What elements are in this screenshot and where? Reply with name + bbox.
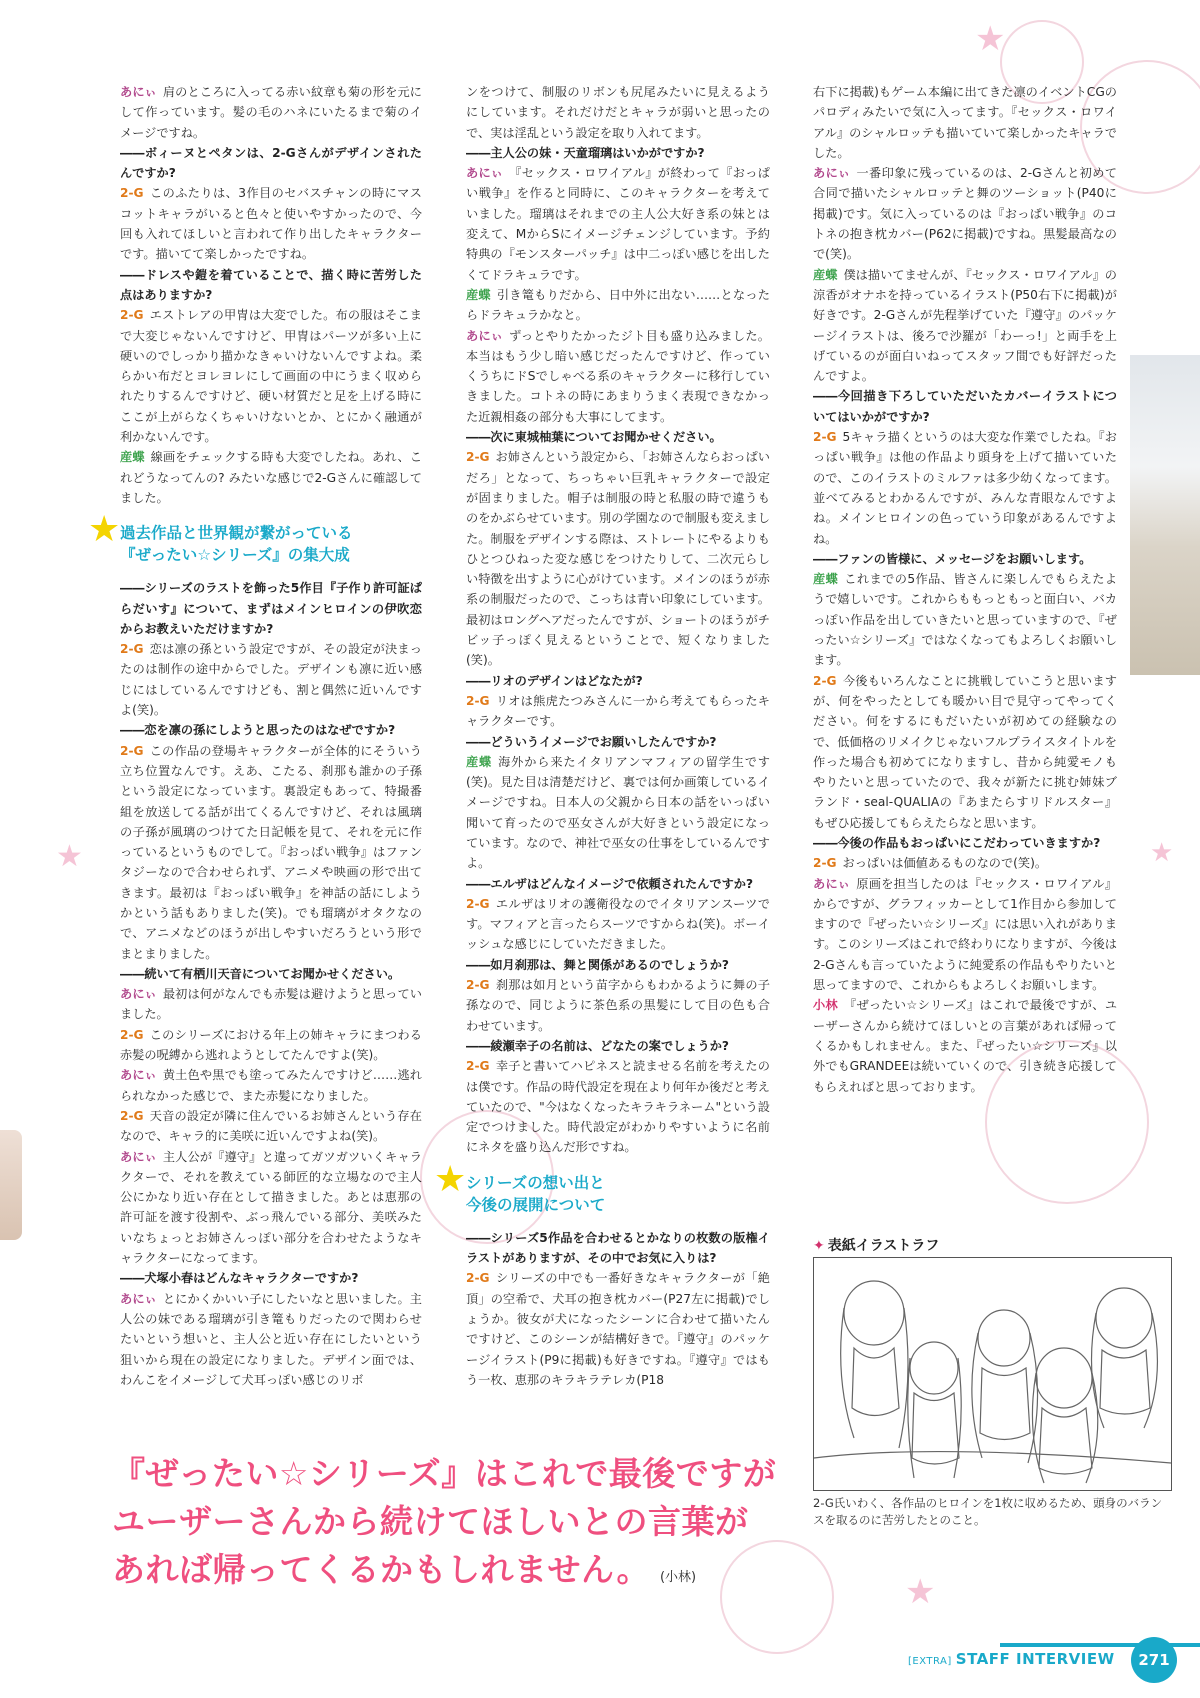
answer-text: 肩のところに入ってる赤い紋章も菊の形を元にして作っています。髪の毛のハネにいたるまで菊のイメージですね。 — [120, 85, 422, 140]
answer-text: このふたりは、3作目のセバスチャンの時にマスコットキャラがいると色々と使いやすかったので、今回も入れてほしいと言われて作り出したキャラクターです。描いてて楽しかったですね。 — [120, 186, 422, 262]
section-heading-line: 今後の展開について — [466, 1195, 606, 1214]
answer-text: これまでの5作品、皆さんに楽しんでもらえたようで嬉しいです。これからももっともっと面白い、バカっぽい作品を出していきたいと思っていますので、『ぜったい☆シリーズ』ではなくなってもよろしくお願いします。 — [813, 572, 1118, 668]
speaker-name: 2-G — [120, 743, 144, 758]
answer-text: とにかくかいい子にしたいなと思いました。主人公の妹である瑠璃が引き篭もりだったので関わらせたいという想いと、主人公と近い存在にしたいという狙いから現在の設定になりました。デザイン面では、わんこをイメージして犬耳っぽい感じのリボ — [120, 1291, 422, 1387]
speaker-name: 2-G — [813, 430, 837, 445]
speaker-name: 小林 — [813, 998, 839, 1013]
speaker-name: あにぃ — [120, 1291, 157, 1306]
interview-question: ――ボィーヌとペタンは、2-Gさんがデザインされたんですか? — [120, 145, 422, 181]
answer-text: 『セックス・ロワイアル』が終わって『おっぱい戦争』を作ると同時に、このキャラクターを考えていました。瑠璃はそれまでの主人公大好き系の妹とは変えて、MからSにイメージチェンジしています。予約特典の『モンスターパッチ』は中二っぽい感じを出したくてドラキュラです。 — [466, 166, 770, 282]
article-column-2 — [434, 82, 770, 1390]
speaker-name: あにぃ — [813, 876, 851, 891]
speaker-name: 産蝶 — [813, 267, 838, 282]
answer-text: エルザはリオの護衛役なのでイタリアンスーツです。マフィアと言ったらスーツですからね(笑)。ボーイッシュな感じにしていただきました。 — [466, 896, 770, 952]
answer-text: 幸子と書いてハピネスと読ませる名前を考えたのは僕です。作品の時代設定を現在より何年か後だと考えていたので、"今はなくなったキラキラネーム"という設定でつけました。時代設定がわかりやすいように名前にネタを盛り込んだ形ですね。 — [466, 1059, 770, 1155]
interview-answer — [813, 265, 1117, 387]
speaker-name: あにぃ — [120, 1149, 157, 1164]
speaker-name: 2-G — [466, 450, 490, 465]
section-heading-line: 『ぜったい☆シリーズ』の集大成 — [120, 546, 350, 565]
illustration-title: ✦ 表紙イラストラフ — [813, 1238, 940, 1254]
answer-text: 引き篭もりだから、日中外に出ない……となったらドラキュラかなと。 — [466, 287, 770, 323]
interview-answer — [813, 569, 1117, 670]
interview-question: ――エルザはどんなイメージで依頼されたんですか? — [466, 876, 754, 891]
interview-answer — [120, 82, 422, 143]
answer-text: 主人公が『遵守』と違ってガツガツいくキャラクターで、それを教えている師匠的な立場なので主人公にかなり近い存在として描きました。あとは恵那の許可証を渡す役割や、ぶっ飛んでいる部分、美咲みたいなちょっとお姉さんっぽい部分を合わせたようなキャラクターになってます。 — [120, 1149, 422, 1266]
interview-question: ――今後の作品もおっぱいにこだわっていきますか? — [813, 835, 1101, 850]
speaker-name: 2-G — [120, 1027, 144, 1042]
answer-text: 線画をチェックする時も大変でしたね。あれ、これどうなってんの? みたいな感じで2-Gさんに確認してました。 — [120, 450, 423, 505]
speaker-name: 2-G — [466, 896, 490, 911]
answer-text: シリーズの中でも一番好きなキャラクターが「絶頂」の空希で、犬耳の抱き枕カバー(P27左に掲載)でしょうか。彼女が犬になったシーンに合わせて描いたんですけど、このシーンが結構好きで。『遵守』のパッケージイラスト(P9に掲載)も好きですね。『遵守』ではもう一枚、恵那のキラキラテレカ(P18 — [466, 1271, 770, 1387]
answer-text: お姉さんという設定から、「お姉さんならおっぱいだろ」となって、ちっちゃい巨乳キャラクターで設定が固まりました。帽子は制服の時と私服の時で違うものをかぶらせています。別の学園なので制服も変えました。制服をデザインする際は、ストレートにやるよりもひとつひねった変な感じをつけたりして、二次元らしい特徴を出すように心がけています。メインのほうが赤系の制服だったので、こっちは青い印象にしています。最初はロングヘアだったんですが、ショートのほうがチビッ子っぽく見えるということで、短くなりました(笑)。 — [466, 450, 770, 668]
speaker-name: 産蝶 — [466, 754, 493, 769]
pull-quote — [112, 1450, 812, 1602]
interview-answer — [813, 853, 1117, 873]
speaker-name: 産蝶 — [120, 450, 145, 465]
interview-answer — [120, 1025, 422, 1066]
speaker-name: あにぃ — [120, 987, 157, 1002]
pull-quote-line: 『ぜったい☆シリーズ』はこれで最後ですが — [112, 1454, 777, 1493]
speaker-name: 産蝶 — [466, 287, 491, 302]
background-photo — [1130, 355, 1200, 675]
interview-answer — [466, 1056, 770, 1157]
answer-text: 僕は描いてませんが、『セックス・ロワイアル』の涼香がオナホを持っているイラスト(P50右下に掲載)が好きです。2-Gさんが先程挙げていた『遵守』のパッケージイラストは、後ろで沙羅が「わーっ!」と両手を上げているのが面白いねってスタッフ間でも好評だったんですよ。 — [813, 267, 1117, 384]
speaker-name: あにぃ — [813, 166, 851, 181]
interview-answer — [120, 984, 422, 1025]
interview-answer — [120, 447, 422, 508]
answer-text: ンをつけて、制服のリボンも尻尾みたいに見えるようにしています。それだけだとキャラが弱いと思ったので、実は淫乱という設定を取り入れてます。 — [466, 85, 770, 140]
interview-question: ――恋を凛の孫にしようと思ったのはなぜですか? — [120, 723, 396, 738]
answer-text: おっぱいは価値あるものなので(笑)。 — [842, 856, 1048, 871]
interview-answer — [120, 1289, 422, 1390]
speaker-name: 2-G — [120, 642, 144, 657]
interview-question: ――リオのデザインはどなたが? — [466, 673, 643, 688]
background-photo — [0, 1130, 22, 1240]
speaker-name: あにぃ — [120, 1068, 157, 1083]
pull-quote-credit: (小林) — [659, 1570, 697, 1585]
answer-text: 黄土色や黒でも塗ってみたんですけど……逃れられなかった感じで、また赤髪になりました。 — [120, 1068, 422, 1103]
interview-answer — [813, 427, 1117, 549]
page-number: 271 — [1131, 1637, 1177, 1683]
interview-answer — [466, 285, 770, 326]
interview-question: ――次に東城柚葉についてお聞かせください。 — [466, 430, 722, 445]
interview-answer — [466, 163, 770, 285]
speaker-name: 2-G — [813, 673, 837, 688]
interview-answer — [120, 639, 422, 720]
interview-answer — [466, 447, 770, 670]
interview-question: ――シリーズのラストを飾った5作目『子作り許可証ぱらだいす』について、まずはメインヒロインの伊吹恋からお教えいただけますか? — [120, 581, 422, 636]
interview-answer — [120, 1065, 422, 1106]
answer-text: 右下に掲載)もゲーム本編に出てきた凛のイベントCGのパロディみたいで気に入ってます。『セックス・ロワイアル』のシャルロッテも描いていて楽しかったキャラでした。 — [813, 85, 1117, 160]
speaker-name: 産蝶 — [813, 572, 839, 587]
interview-answer — [120, 1106, 422, 1147]
interview-answer — [813, 671, 1117, 833]
speaker-name: 2-G — [466, 1271, 490, 1286]
heading-star-icon: ★ — [88, 509, 121, 551]
interview-answer — [466, 326, 770, 427]
interview-question: ――犬塚小春はどんなキャラクターですか? — [120, 1271, 359, 1286]
speaker-name: あにぃ — [466, 166, 504, 181]
answer-text: 最初は何がなんでも赤髪は避けようと思っていました。 — [120, 987, 422, 1022]
illustration-caption: 2-G氏いわく、各作品のヒロインを1枚に収めるため、頭身のバランスを取るのに苦労したとのこと。 — [813, 1496, 1163, 1527]
interview-question: ――如月刹那は、舞と関係があるのでしょうか? — [466, 957, 730, 972]
rough-sketch-icon — [814, 1258, 1171, 1490]
answer-text: ずっとやりたかったジト目も盛り込みました。本当はもう少し暗い感じだったんですけど、作っていくうちにドSでしゃべる系のキャラクターに移行していきました。コトネの時にあまりうまく表現できなかった近親相姦の部分も大事にしてます。 — [466, 328, 770, 424]
answer-text: 恋は凛の孫という設定ですが、その設定が決まったのは制作の途中からでした。デザインも凛に近い感じにはしているんですけども、割と偶然に近いんですよ(笑)。 — [120, 642, 422, 718]
interview-answer — [120, 1147, 422, 1269]
interview-answer — [813, 874, 1117, 996]
pull-quote-line: ユーザーさんから続けてほしいとの言葉が — [112, 1502, 749, 1541]
answer-text: 『ぜったい☆シリーズ』はこれで最後ですが、ユーザーさんから続けてほしいとの言葉があれば帰ってくるかもしれません。また、『ぜったい☆シリーズ』以外でもGRANDEEは続いていくので、引き続き応援してもらえればと思っております。 — [813, 998, 1118, 1094]
interview-answer — [466, 752, 770, 874]
interview-answer — [466, 975, 770, 1036]
article-column-1 — [88, 82, 423, 1390]
answer-text: 今後もいろんなことに挑戦していこうと思いますが、何をやったとしても暖かい目で見守ってやってください。何をするにもだいたいが初めての経験なので、低価格のリメイクじゃないフルプライスタイトルを作った場合も初めてになりますし、昔から純愛モノもやりたいと思っていたので、我々が新たに挑む姉妹ブランド・seal-QUALIAの『あまたらすリドルスター』もぜひ応援してもらえたらなと思います。 — [813, 673, 1117, 830]
speaker-name: 2-G — [120, 1108, 144, 1123]
interview-answer — [466, 691, 770, 732]
interview-answer — [466, 82, 770, 143]
interview-question: ――続いて有栖川天音についてお聞かせください。 — [120, 966, 401, 981]
answer-text: 5キャラ描くというのは大変な作業でしたね。『おっぱい戦争』は他の作品より頭身を上げて描いていたので、このイラストのミルファは多少幼くなってます。並べてみるとわかるんですが、みんな青眼なんですよね。メインヒロインの色っていう印象があるんですよね。 — [813, 430, 1117, 546]
decor-star-icon: ★ — [56, 839, 83, 874]
interview-answer — [466, 894, 770, 955]
section-heading-line: 過去作品と世界観が繋がっている — [120, 524, 353, 543]
heading-star-icon: ★ — [434, 1158, 467, 1200]
cover-rough-illustration — [813, 1257, 1172, 1491]
answer-text: リオは熊虎たつみさんに一から考えてもらったキャラクターです。 — [466, 693, 770, 729]
answer-text: エストレアの甲冑は大変でした。布の服はそこまで大変じゃないんですけど、甲冑はパーツが多い上に硬いのでしっかり描かなきゃいけないんですよね。柔らかい布だとヨレヨレにして画面の中にうまく収められたりするんですけど、硬い材質だと足を上げる時にここが上がらなくちゃいけないとか、とにかく融通が利かないんです。 — [120, 308, 422, 445]
interview-question: ――主人公の妹・天童瑠璃はいかがですか? — [466, 145, 705, 160]
interview-question: ――今回描き下ろしていただいたカバーイラストについてはいかがですか? — [813, 389, 1117, 424]
speaker-name: 2-G — [120, 308, 144, 323]
answer-text: この作品の登場キャラクターが全体的にそういう立ち位置なんです。えあ、こたる、刹那も誰かの子孫という設定になっています。裏設定もあって、特撮番組を放送してる話が出てくるんですけど、それは風璃の子孫が風璃のつけてた日記帳を見て、それを元に作っているというものでして。『おっぱい戦争』はファンタジーなので合わせられず、アニメや映画の形で出てきます。最初は『おっぱい戦争』を神話の話にしようかという話もありました(笑)。でも瑠璃がオタクなので、アニメなどのほうが出しやすいだろうという形でまとまりました。 — [120, 743, 422, 961]
interview-question: ――ドレスや鎧を着ていることで、描く時に苦労した点はありますか? — [120, 267, 422, 302]
answer-text: 天音の設定が隣に住んでいるお姉さんという存在なので、キャラ的に美咲に近いんですよね(笑)。 — [120, 1108, 422, 1144]
speaker-name: 2-G — [466, 978, 490, 993]
article-column-3 — [813, 82, 1117, 1097]
interview-answer — [120, 183, 422, 264]
section-heading-line: シリーズの想い出と — [466, 1173, 605, 1192]
speaker-name: あにぃ — [120, 85, 157, 99]
interview-question: ――シリーズ5作品を合わせるとかなりの枚数の版権イラストがありますが、その中でお気に入りは? — [466, 1230, 770, 1266]
interview-answer — [813, 82, 1117, 163]
section-heading — [434, 1158, 770, 1216]
interview-answer — [813, 995, 1117, 1096]
decor-star-icon: ★ — [975, 19, 1006, 59]
interview-answer — [120, 305, 422, 447]
pull-quote-line: あれば帰ってくるかもしれません。 (小林) — [112, 1550, 697, 1589]
speaker-name: 2-G — [466, 1059, 490, 1074]
interview-question: ――綾瀬幸子の名前は、どなたの案でしょうか? — [466, 1038, 730, 1053]
answer-text: 一番印象に残っているのは、2-Gさんと初めて合同で描いたシャルロッテと舞のツーショット(P40に掲載)です。気に入っているのは『おっぱい戦争』のコトネの抱き枕カバー(P62に掲載)ですね。黒髪最高なので(笑)。 — [813, 166, 1117, 262]
interview-question: ――どういうイメージでお願いしたんですか? — [466, 734, 717, 749]
answer-text: 刹那は如月という苗字からもわかるように舞の子孫なので、同じように茶色系の黒髪にして目の色も合わせています。 — [466, 978, 770, 1033]
decor-star-icon: ★ — [905, 1572, 936, 1612]
speaker-name: 2-G — [466, 693, 490, 708]
answer-text: 海外から来たイタリアンマフィアの留学生です(笑)。見た目は清楚だけど、裏では何か画策しているイメージですね。日本人の父親から日本の話をいっぱい聞いて育ったので巫女さんが大好きという設定になっています。なので、神社で巫女の仕事をしているんですよ。 — [466, 754, 770, 871]
answer-text: このシリーズにおける年上の姉キャラにまつわる赤髪の呪縛から逃れようとしてたんですよ(笑)。 — [120, 1027, 422, 1063]
interview-answer — [120, 741, 422, 964]
footer-section-label: [EXTRA] STAFF INTERVIEW — [908, 1650, 1115, 1668]
section-heading — [88, 509, 422, 566]
diamond-icon: ✦ — [813, 1238, 825, 1254]
speaker-name: 2-G — [813, 856, 837, 871]
interview-question: ――ファンの皆様に、メッセージをお願いします。 — [813, 551, 1092, 566]
decor-star-icon: ★ — [1150, 838, 1174, 868]
answer-text: 原画を担当したのは『セックス・ロワイアル』からですが、グラフィッカーとして1作目から参加してますので『ぜったい☆シリーズ』には思い入れがあります。このシリーズはこれで終わりになりますが、今後は2-Gさんも言っていたように純愛系の作品もやりたいと思ってますので、これからもよろしくお願いします。 — [813, 876, 1117, 993]
interview-answer — [813, 163, 1117, 264]
speaker-name: 2-G — [120, 186, 144, 201]
speaker-name: あにぃ — [466, 328, 504, 343]
interview-answer — [466, 1268, 770, 1390]
